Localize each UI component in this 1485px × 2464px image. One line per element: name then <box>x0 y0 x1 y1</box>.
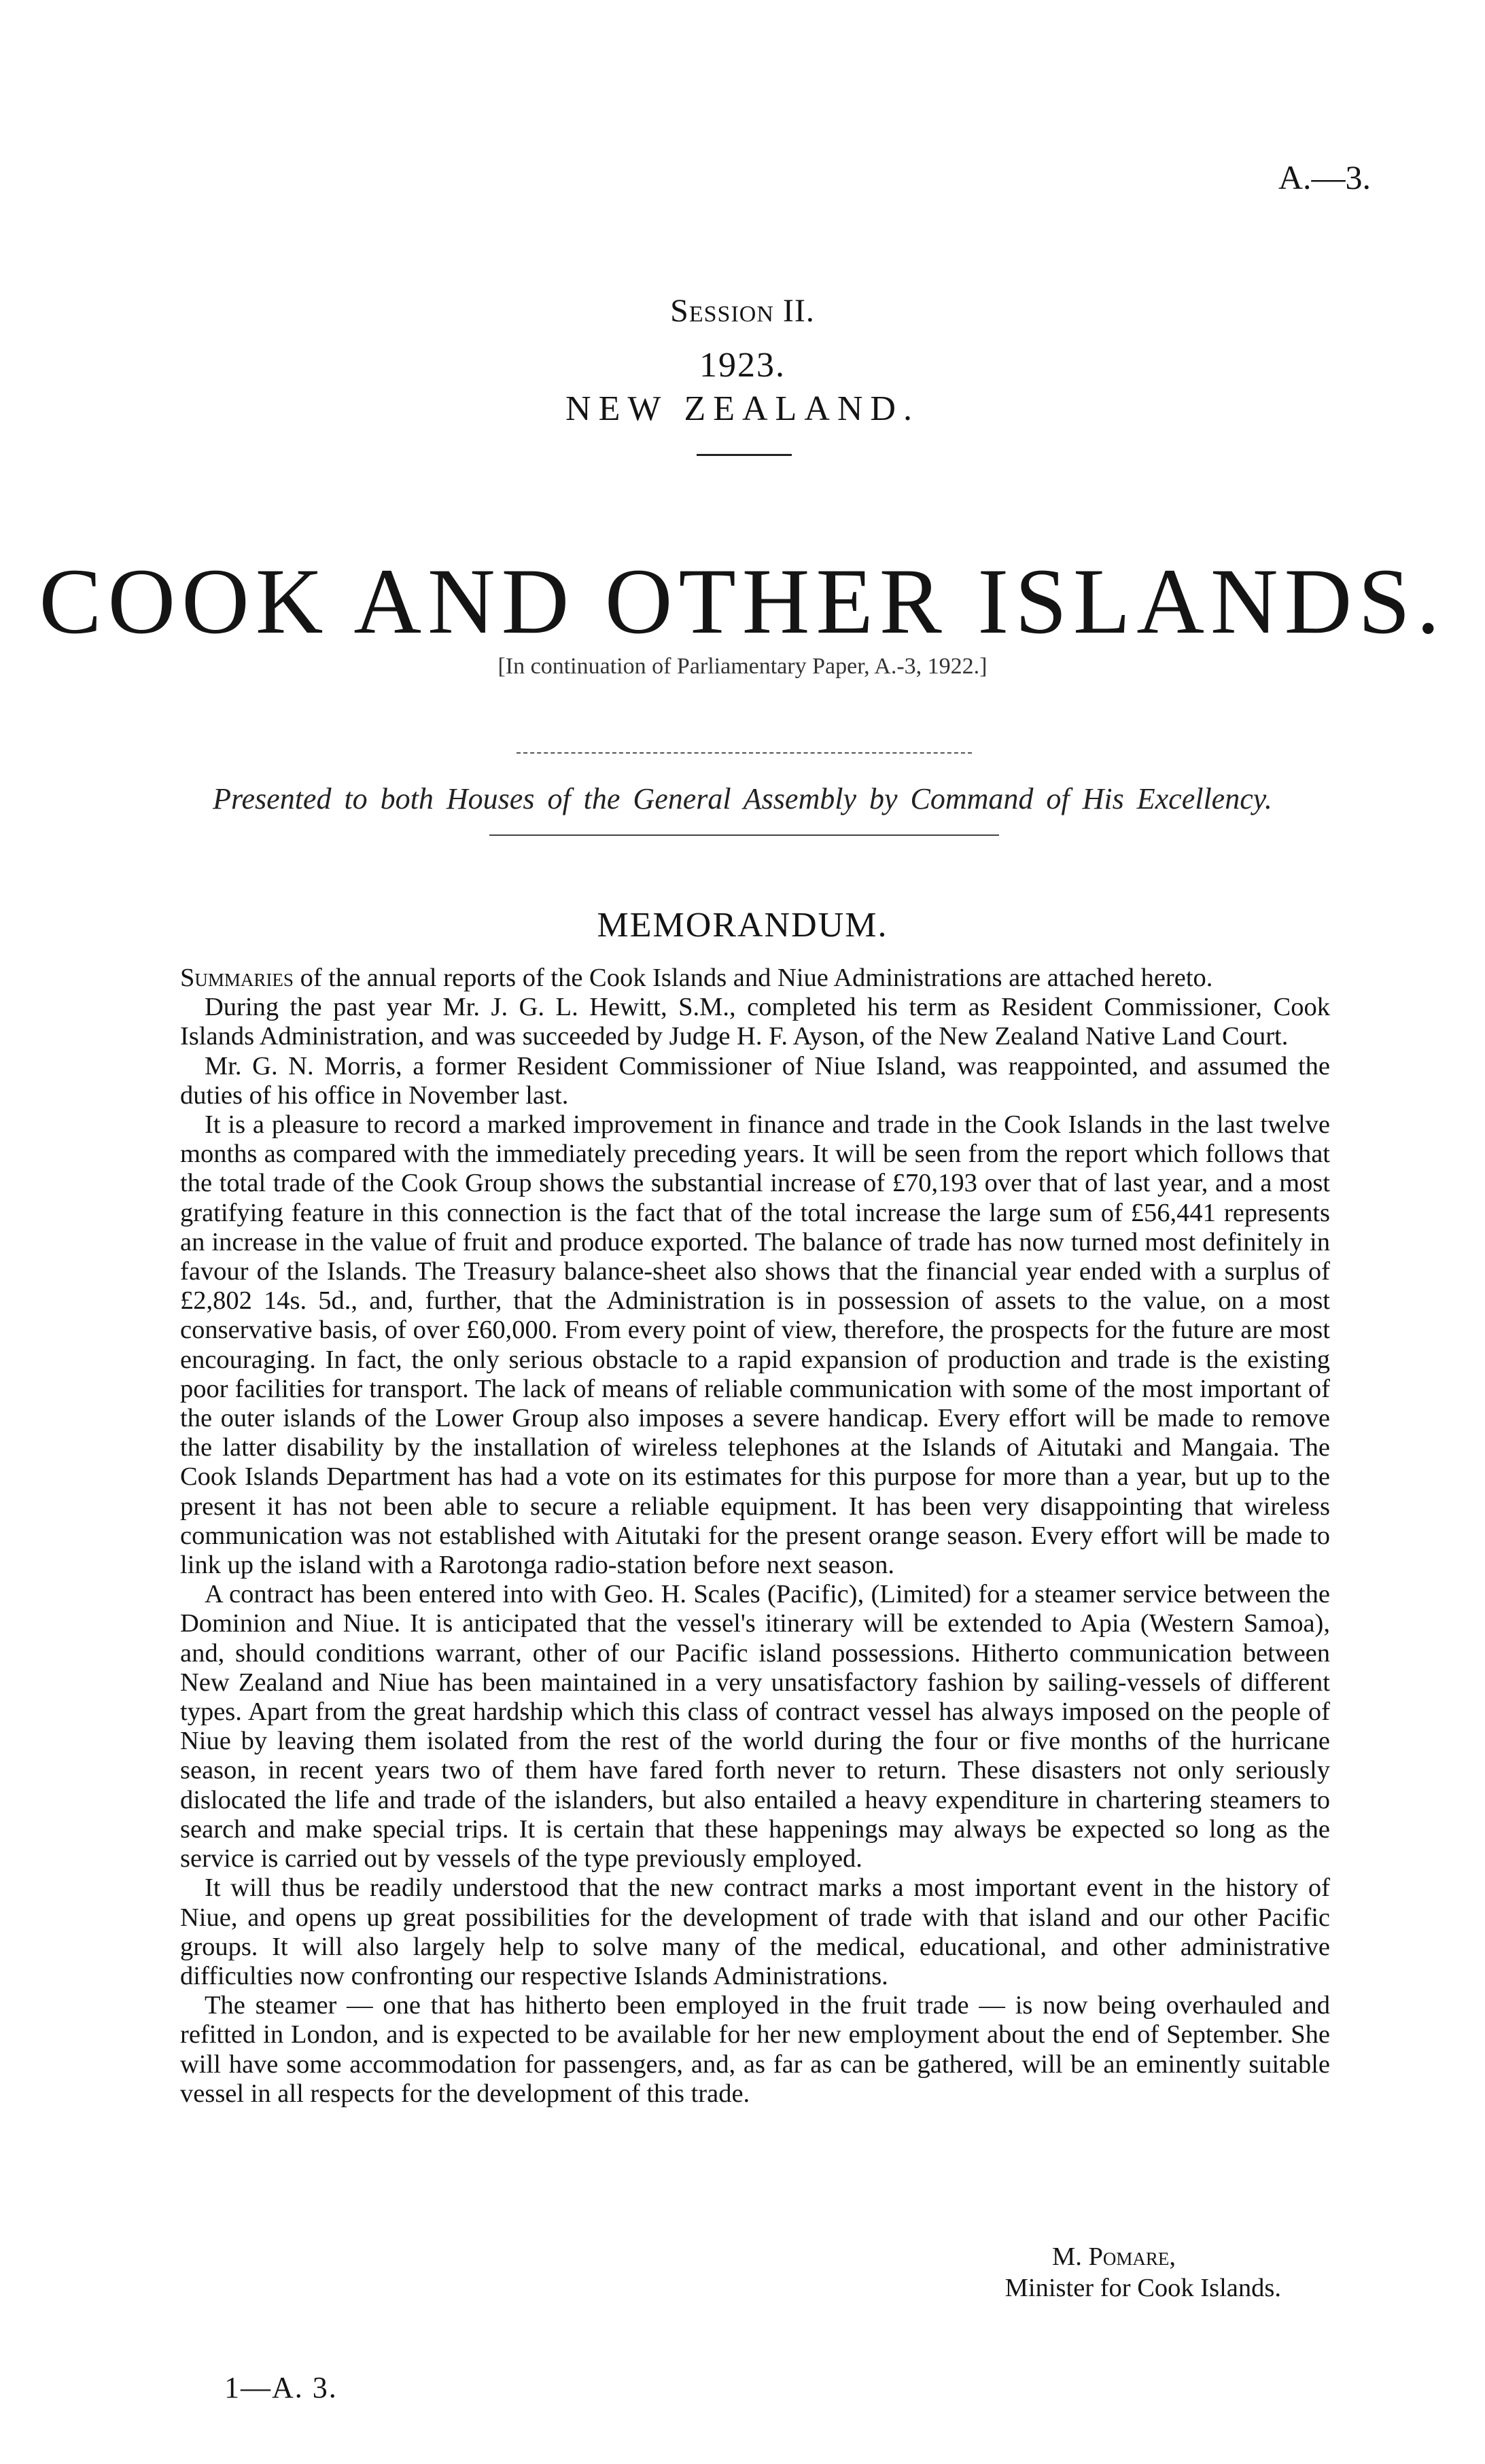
footer-code: 1—A. 3. <box>224 2371 338 2404</box>
session-label: Session II. <box>670 293 815 329</box>
paragraph-steamer: The steamer — one that has hitherto been employed in the fruit trade — is now being overhauled and refitted in London, and is expected to be available for her new employment about the end of September. She will have some accommodation for passengers, and, as far as can be gathered, will be an eminently suitable vessel in all respects for the development of this trade. <box>180 1991 1330 2108</box>
signatory-name: M. Pomare, <box>1051 2242 1176 2271</box>
paragraph-niue-commissioner: Mr. G. N. Morris, a former Resident Commissioner of Niue Island, was reappointed, and assumed the duties of his office in November last. <box>180 1051 1330 1110</box>
presented-line: Presented to both Houses of the General Assembly by Command of His Excellency. <box>213 782 1272 815</box>
presented-divider <box>489 834 999 836</box>
year-label: 1923. <box>699 346 786 385</box>
country-label: NEW ZEALAND. <box>565 389 920 428</box>
memorandum-heading: MEMORANDUM. <box>597 906 888 945</box>
signatory-title: Minister for Cook Islands. <box>1004 2274 1281 2302</box>
paragraph-finance-trade: It is a pleasure to record a marked improvement in finance and trade in the Cook Islands in the last twelve months as compared with the immediately preceding years. It will be seen from the report which follows that the total trade of the Cook Group shows the substantial increase of £70,193 over that of last year, and a most gratifying feature in this connection is the fact that of the total increase the large sum of £56,441 represents an increase in the value of fruit and produce exported. The balance of trade has now turned most definitely in favour of the Islands. The Treasury balance-sheet also shows that the financial year ended with a surplus of £2,802 14s. 5d., and, further, that the Administration is in possession of assets to the value, on a most conservative basis, of over £60,000. From every point of view, therefore, the prospects for the future are most encouraging. In fact, the only serious obstacle to a rapid expansion of production and trade is the existing poor facilities for transport. The lack of means of reliable communication with some of the most important of the outer islands of the Lower Group also imposes a severe handicap. Every effort will be made to remove the latter disability by the installation of wireless telephones at the Islands of Aitutaki and Mangaia. The Cook Islands Department has had a vote on its estimates for this purpose for more than a year, but up to the present it has not been able to secure a reliable equipment. It has been very disappointing that wireless communication was not established with Aitutaki for the present orange season. Every effort will be made to link up the island with a Rarotonga radio-station before next season. <box>180 1110 1330 1580</box>
paragraph-lead-word: Summaries <box>180 964 294 992</box>
paragraph-commissioner: During the past year Mr. J. G. L. Hewitt, S.M., completed his term as Resident Commissioner, Cook Islands Administration, and was succeeded by Judge H. F. Ayson, of the New Zealand Native Land Court. <box>180 993 1330 1051</box>
paragraph-niue-history: It will thus be readily understood that the new contract marks a most important event in the history of Niue, and opens up great possibilities for the development of trade with that island and our other Pacific groups. It will also largely help to solve many of the medical, educational, and other administrative difficulties now confronting our respective Islands Administrations. <box>180 1873 1330 1990</box>
paragraph-text: of the annual reports of the Cook Islands and Niue Administrations are attached hereto. <box>293 964 1213 992</box>
header-divider <box>697 454 792 456</box>
title-divider <box>517 752 972 754</box>
page-title: COOK AND OTHER ISLANDS. <box>39 549 1446 653</box>
page-subtitle: [In continuation of Parliamentary Paper, A.-3, 1922.] <box>497 654 988 679</box>
paragraph-summaries <box>180 964 1330 993</box>
signature-block <box>1005 2241 1281 2304</box>
document-reference: A.—3. <box>1278 158 1371 196</box>
paragraph-steamer-contract: A contract has been entered into with Geo. H. Scales (Pacific), (Limited) for a steamer service between the Dominion and Niue. It is anticipated that the vessel's itinerary will be extended to Apia (Western Samoa), and, should conditions warrant, other of our Pacific island possessions. Hitherto communication between New Zealand and Niue has been maintained in a very unsatisfactory fashion by sailing-vessels of different types. Apart from the great hardship which this class of contract vessel has always imposed on the people of Niue by leaving them isolated from the rest of the world during the four or five months of the hurricane season, in recent years two of them have fared forth never to return. These disasters not only seriously dislocated the life and trade of the islanders, but also entailed a heavy expenditure in chartering steamers to search and make special trips. It is certain that these happenings may always be expected so long as the service is carried out by vessels of the type previously employed. <box>180 1580 1330 1873</box>
memorandum-body <box>180 964 1330 2109</box>
